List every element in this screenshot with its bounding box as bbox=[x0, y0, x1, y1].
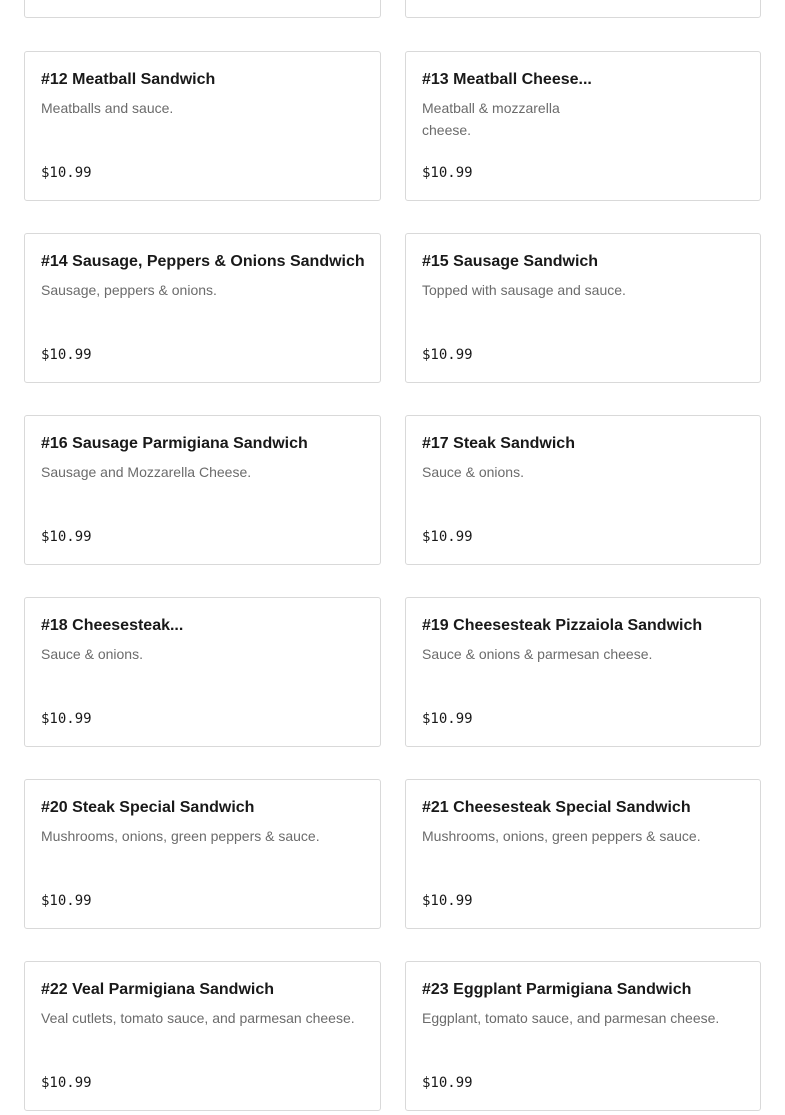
menu-item-price: $10.99 bbox=[422, 347, 473, 363]
menu-item-card[interactable] bbox=[405, 51, 761, 201]
menu-item-title: #16 Sausage Parmigiana Sandwich bbox=[41, 435, 308, 452]
menu-item-price: $10.99 bbox=[422, 893, 473, 909]
menu-item-title: #17 Steak Sandwich bbox=[422, 435, 575, 452]
menu-item-price: $10.99 bbox=[422, 529, 473, 545]
menu-item-title: #18 Cheesesteak... bbox=[41, 617, 184, 634]
menu-item-description: Mushrooms, onions, green peppers & sauce. bbox=[422, 828, 701, 844]
menu-item-card[interactable] bbox=[24, 597, 381, 747]
menu-item-price: $10.99 bbox=[422, 165, 473, 181]
menu-item-description: Sauce & onions. bbox=[422, 464, 524, 480]
menu-item-card[interactable] bbox=[405, 233, 761, 383]
menu-item-price: $10.99 bbox=[422, 711, 473, 727]
menu-item-card[interactable] bbox=[24, 233, 381, 383]
menu-item-description: Sauce & onions & parmesan cheese. bbox=[422, 646, 653, 662]
menu-item-price: $10.99 bbox=[41, 165, 92, 181]
menu-item-card[interactable] bbox=[24, 961, 381, 1111]
menu-item-title: #15 Sausage Sandwich bbox=[422, 253, 599, 270]
menu-item-card[interactable] bbox=[405, 597, 761, 747]
menu-item-card-partial[interactable] bbox=[24, 0, 381, 18]
menu-item-description: Topped with sausage and sauce. bbox=[422, 282, 626, 298]
menu-item-description: Meatball & mozzarella cheese. bbox=[422, 100, 560, 138]
menu-item-card[interactable] bbox=[405, 779, 761, 929]
menu-item-description: Meatballs and sauce. bbox=[41, 100, 174, 116]
menu-item-card[interactable] bbox=[24, 779, 381, 929]
menu-item-card-partial[interactable] bbox=[405, 0, 761, 18]
menu-item-price: $10.99 bbox=[422, 1075, 473, 1091]
menu-item-title: #20 Steak Special Sandwich bbox=[41, 799, 255, 816]
menu-item-description: Sausage, peppers & onions. bbox=[41, 282, 217, 298]
menu-item-title: #14 Sausage, Peppers & Onions Sandwich bbox=[41, 253, 365, 270]
menu-item-title: #12 Meatball Sandwich bbox=[41, 71, 216, 88]
menu-item-price: $10.99 bbox=[41, 347, 92, 363]
menu-item-title: #19 Cheesesteak Pizzaiola Sandwich bbox=[422, 617, 703, 634]
menu-item-title: #23 Eggplant Parmigiana Sandwich bbox=[422, 981, 692, 998]
menu-item-description: Sauce & onions. bbox=[41, 646, 143, 662]
menu-item-title: #21 Cheesesteak Special Sandwich bbox=[422, 799, 691, 816]
menu-item-card[interactable] bbox=[405, 961, 761, 1111]
menu-item-price: $10.99 bbox=[41, 1075, 92, 1091]
menu-item-card[interactable] bbox=[405, 415, 761, 565]
menu-item-title: #13 Meatball Cheese... bbox=[422, 71, 592, 88]
menu-item-title: #22 Veal Parmigiana Sandwich bbox=[41, 981, 274, 998]
menu-item-card[interactable] bbox=[24, 51, 381, 201]
menu-item-description: Eggplant, tomato sauce, and parmesan cheese. bbox=[422, 1010, 720, 1026]
menu-item-description: Veal cutlets, tomato sauce, and parmesan cheese. bbox=[41, 1010, 355, 1026]
menu-item-description: Sausage and Mozzarella Cheese. bbox=[41, 464, 252, 480]
menu-item-price: $10.99 bbox=[41, 893, 92, 909]
menu-item-description: Mushrooms, onions, green peppers & sauce. bbox=[41, 828, 320, 844]
menu-item-card[interactable] bbox=[24, 415, 381, 565]
menu-item-price: $10.99 bbox=[41, 529, 92, 545]
menu-item-price: $10.99 bbox=[41, 711, 92, 727]
